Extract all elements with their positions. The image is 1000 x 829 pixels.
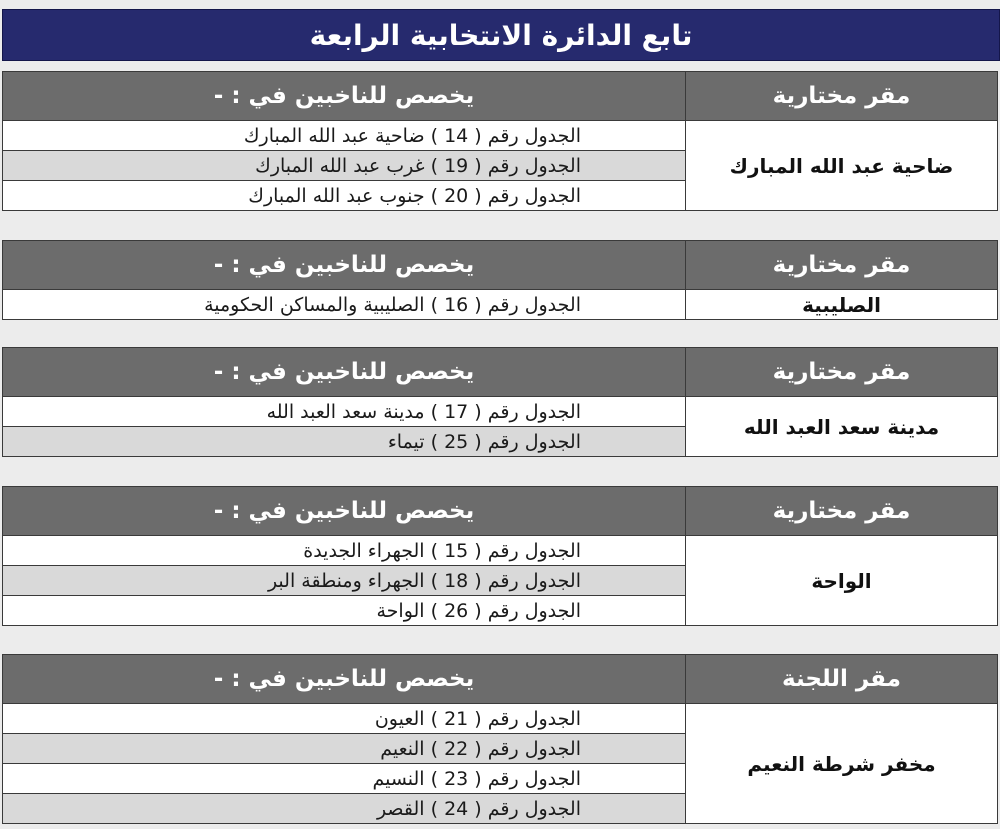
seat-name: مخفر شرطة النعيم: [686, 704, 998, 824]
table-row: الجدول رقم ( 23 ) النسيم: [2, 764, 686, 794]
table-row: الجدول رقم ( 25 ) تيماء: [2, 427, 686, 457]
assignment-column: [2, 347, 686, 457]
assignment-header: يخصص للناخبين في : -: [2, 240, 686, 290]
seat-name: ضاحية عبد الله المبارك: [686, 121, 998, 211]
assignment-column: [2, 654, 686, 824]
seat-name: الواحة: [686, 536, 998, 626]
seat-header: مقر مختارية: [686, 486, 998, 536]
table-row: الجدول رقم ( 14 ) ضاحية عبد الله المبارك: [2, 121, 686, 151]
assignment-header: يخصص للناخبين في : -: [2, 347, 686, 397]
table-row: الجدول رقم ( 24 ) القصر: [2, 794, 686, 824]
table-row: الجدول رقم ( 21 ) العيون: [2, 704, 686, 734]
table-row: الجدول رقم ( 22 ) النعيم: [2, 734, 686, 764]
seat-header: مقر اللجنة: [686, 654, 998, 704]
seat-header: مقر مختارية: [686, 347, 998, 397]
assignment-header: يخصص للناخبين في : -: [2, 654, 686, 704]
seat-name: الصليبية: [686, 290, 998, 320]
seat-column: [686, 71, 998, 211]
district-table-4: [2, 486, 998, 626]
table-row: الجدول رقم ( 16 ) الصليبية والمساكن الحكومية: [2, 290, 686, 320]
table-row: الجدول رقم ( 26 ) الواحة: [2, 596, 686, 626]
district-table-5: [2, 654, 998, 824]
assignment-column: [2, 71, 686, 211]
table-row: الجدول رقم ( 17 ) مدينة سعد العبد الله: [2, 397, 686, 427]
district-table-2: [2, 240, 998, 320]
assignment-header: يخصص للناخبين في : -: [2, 486, 686, 536]
seat-header: مقر مختارية: [686, 71, 998, 121]
district-table-1: [2, 71, 998, 211]
seat-column: [686, 486, 998, 626]
seat-name: مدينة سعد العبد الله: [686, 397, 998, 457]
seat-column: [686, 240, 998, 320]
table-row: الجدول رقم ( 15 ) الجهراء الجديدة: [2, 536, 686, 566]
page-title: تابع الدائرة الانتخابية الرابعة: [2, 9, 1000, 61]
assignment-header: يخصص للناخبين في : -: [2, 71, 686, 121]
table-row: الجدول رقم ( 20 ) جنوب عبد الله المبارك: [2, 181, 686, 211]
seat-header: مقر مختارية: [686, 240, 998, 290]
table-row: الجدول رقم ( 19 ) غرب عبد الله المبارك: [2, 151, 686, 181]
table-row: الجدول رقم ( 18 ) الجهراء ومنطقة البر: [2, 566, 686, 596]
assignment-column: [2, 240, 686, 320]
seat-column: [686, 347, 998, 457]
assignment-column: [2, 486, 686, 626]
district-table-3: [2, 347, 998, 457]
seat-column: [686, 654, 998, 824]
